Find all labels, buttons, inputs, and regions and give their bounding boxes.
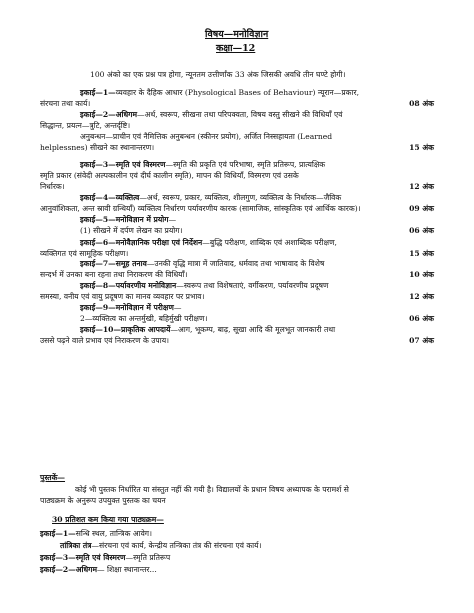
- unit-2-line-3: [80, 132, 332, 142]
- reduced-item-4: [40, 565, 157, 575]
- unit-heading: इकाई—2—अधिगम: [80, 110, 137, 119]
- unit-7-line-1: [80, 259, 324, 269]
- unit-text: —स्वरूप तथा विशेषताएं, वर्गीकरण, पर्यावरणीय प्रदूषण: [176, 281, 329, 290]
- unit-heading: इकाई—5—मनोविज्ञान में प्रयोग: [80, 215, 169, 224]
- reduced-item-heading: इकाई—3—स्मृति एवं विस्मरण: [40, 553, 126, 562]
- unit-6-line-2: [40, 249, 128, 259]
- unit-heading: इकाई—3—स्मृति एवं विस्मरण: [80, 160, 166, 169]
- unit-2-marks: 15 अंक: [409, 143, 434, 152]
- unit-heading: इकाई—7—समूह तनाव: [80, 259, 147, 268]
- books-line-2: पाठ्यक्रम के अनुरूप उपयुक्त पुस्तक का चयन: [40, 496, 166, 505]
- unit-text: सिद्धान्त, प्रयत्न—त्रुटि, अन्तर्दृष्टि।: [40, 121, 131, 130]
- unit-text: —अर्थ, स्वरूप, प्रकार, व्यक्तित्व, शीलगुण, व्यक्तित्व के निर्धारक—जैविक: [139, 193, 342, 202]
- unit-7-line-2: [40, 270, 187, 280]
- unit-heading: इकाई—9—मनोविज्ञान में परीक्षण: [80, 303, 174, 312]
- unit-8-line-1: [80, 281, 328, 291]
- unit-text: —अर्थ, स्वरूप, सीखना तथा परिपक्वता, विषय वस्तु सीखने की विधियाँ एवं: [136, 110, 343, 119]
- reduced-heading: 30 प्रतिशत कम किया गया पाठ्यक्रम—: [52, 515, 164, 524]
- unit-3-line-1: [80, 160, 325, 170]
- unit-10-line-1: [80, 325, 335, 335]
- reduced-item-3: [40, 553, 170, 563]
- unit-heading: इकाई—6—मनोवैज्ञानिक परीक्षा एवं निर्देशन: [80, 238, 203, 247]
- unit-7-marks: 10 अंक: [409, 270, 434, 279]
- unit-heading: इकाई—10—प्राकृतिक आपदायें: [80, 325, 171, 334]
- unit-text: —बुद्धि परीक्षण, शाब्दिक एवं अशाब्दिक परीक्षण,: [202, 238, 337, 247]
- unit-3-line-2: [40, 171, 299, 181]
- unit-9-line-1: [80, 303, 181, 313]
- unit-heading: इकाई—4—व्यक्तित्व: [80, 193, 140, 202]
- books-line-1: कोई भी पुस्तक निर्धारित या संस्तुत नहीं की गयी है। विद्यालयों के प्रधान विषय अध्यापक के परामर्श से: [75, 485, 349, 494]
- unit-text: उससे पढ़ने वाले प्रभाव एवं निराकरण के उपाय।: [40, 336, 169, 345]
- unit-text: व्यक्तिगत एवं सामूहिक परीक्षण।: [40, 249, 129, 258]
- unit-text: स्मृति प्रकार (संवेदी अल्पकालीन एवं दीर्घ कालीन स्मृति), मापन की विधियाँ, विस्मरण एवं उसके: [40, 171, 299, 180]
- unit-6-marks: 15 अंक: [409, 249, 434, 258]
- unit-1-line-2: [40, 99, 90, 109]
- unit-text: (1) सीखने में दर्पण लेखन का प्रयोग।: [80, 226, 183, 235]
- unit-text: —आग, भूकम्प, बाढ़, सूखा आदि की मूलभूत जानकारी तथा: [170, 325, 336, 334]
- unit-1-line-1: [80, 88, 359, 98]
- reduced-item-text: —स्मृति प्रतिरूप: [125, 553, 171, 562]
- reduced-item-text: —संरचना एवं कार्य, केन्द्रीय तन्त्रिका तंत्र की संरचना एवं कार्य।: [91, 541, 262, 550]
- unit-5-line-2: [80, 226, 182, 236]
- reduced-item-2: [60, 541, 261, 551]
- unit-8-marks: 12 अंक: [409, 292, 434, 301]
- unit-heading: इकाई—8—पर्यावरणीय मनोविज्ञान: [80, 281, 177, 290]
- reduced-item-heading: इकाई—2—अधिगम: [40, 565, 97, 574]
- reduced-item-text: — शिक्षा स्थानान्तर...: [96, 565, 157, 574]
- unit-text: —: [173, 303, 182, 312]
- unit-6-line-1: [80, 238, 337, 248]
- unit-text: 2—व्यक्तित्व का अन्तर्मुखी, बहिर्मुखी परीक्षण।: [80, 314, 208, 323]
- unit-text: आनुवांशिकता, अन्त स्रावी ग्रन्थियाँ) व्यक्तित्व निर्धारण पर्यावरणीय कारक (सामाजिक, सांस्कृतिक एवं आर्थिक कारक)।: [40, 204, 361, 213]
- unit-text: —उनकी वृद्धि मात्रा में जातिवाद, धर्मवाद तथा भाषावाद के विशेष: [146, 259, 325, 268]
- unit-text: संरचना तथा कार्य।: [40, 99, 91, 108]
- unit-5-marks: 06 अंक: [409, 226, 434, 235]
- intro-text: 100 अंको का एक प्रश्न पत्र होगा, न्यूनतम उत्तीर्णांक 33 अंक जिसकी अवधि तीन घण्टे होगी।: [90, 70, 346, 79]
- books-heading: पुस्तकें—: [40, 473, 66, 482]
- unit-text: —स्मृति की प्रकृति एवं परिभाषा, स्मृति प्रतिरूप, प्रात्यक्षिक: [165, 160, 326, 169]
- unit-10-line-2: [40, 336, 169, 346]
- reduced-item-heading: इकाई—1—: [40, 529, 76, 538]
- unit-text: अनुबन्धन—प्राचीन एवं नैमित्तिक अनुबन्धन (स्कीनर प्रयोग), अर्जित निस्सहायता (Learned: [80, 132, 333, 141]
- unit-3-marks: 12 अंक: [409, 182, 434, 191]
- unit-9-marks: 06 अंक: [409, 314, 434, 323]
- unit-4-line-1: [80, 193, 341, 203]
- unit-4-line-2: [40, 204, 361, 214]
- unit-2-line-4: [40, 143, 154, 153]
- reduced-item-1: [40, 529, 152, 539]
- reduced-item-heading: तांत्रिका तंत्र: [60, 541, 92, 550]
- unit-text: सन्दर्भ में उनका बना रहना तथा निराकरण की विधियाँ।: [40, 270, 188, 279]
- unit-10-marks: 07 अंक: [409, 336, 434, 345]
- unit-1-marks: 08 अंक: [409, 99, 434, 108]
- class-title: कक्षा—12: [216, 43, 256, 54]
- subject-title: विषय—मनोविज्ञान: [205, 29, 269, 40]
- unit-5-line-1: [80, 215, 176, 225]
- unit-2-line-2: [40, 121, 130, 131]
- unit-text: —: [168, 215, 177, 224]
- unit-9-line-2: [80, 314, 207, 324]
- unit-text: निर्धारक।: [40, 182, 65, 191]
- unit-4-marks: 09 अंक: [409, 204, 434, 213]
- unit-2-line-1: [80, 110, 342, 120]
- unit-3-line-3: [40, 182, 65, 192]
- unit-text: समस्या, वनीय एवं वायु प्रदूषण का मानव व्यवहार पर प्रभाव।: [40, 292, 205, 301]
- unit-text: helplessnes) सीखने का स्थानान्तरण।: [40, 143, 155, 152]
- unit-text: व्यवहार के दैहिक आधार (Physological Bases of Behaviour) न्यूरान—प्रकार,: [115, 88, 360, 97]
- unit-8-line-2: [40, 292, 204, 302]
- reduced-item-text: सन्धि स्थल, तान्त्रिक आवेग।: [75, 529, 152, 538]
- unit-heading: इकाई—1—: [80, 88, 116, 97]
